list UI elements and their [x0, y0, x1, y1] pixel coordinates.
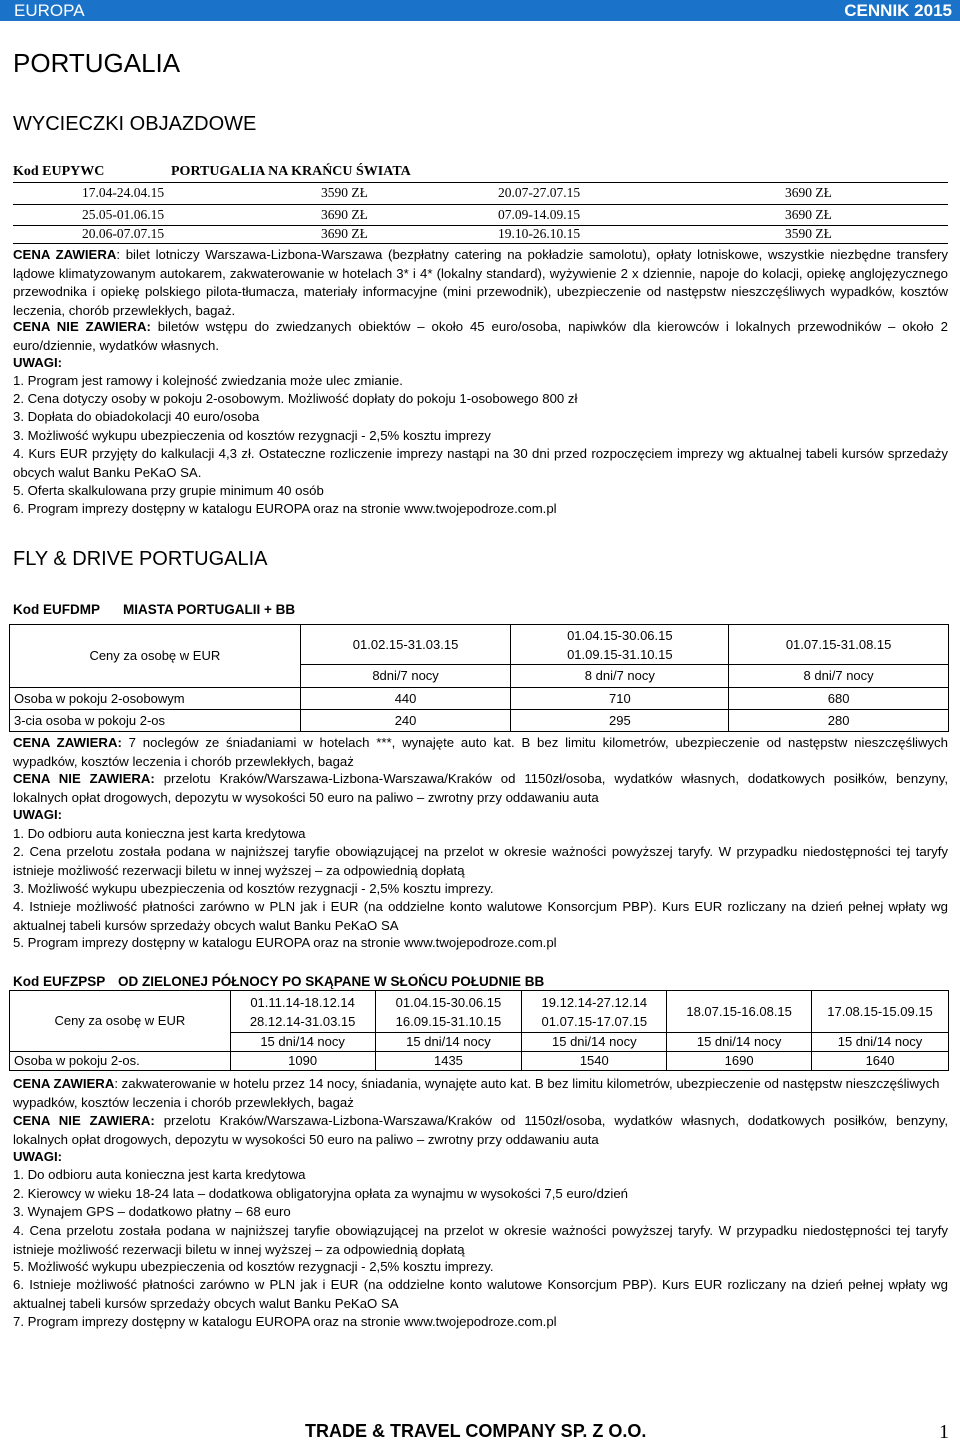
tour2-price: 240	[300, 710, 511, 732]
tour3-excludes-label: CENA NIE ZAWIERA:	[13, 1113, 155, 1128]
tour2-name: MIASTA PORTUGALII + BB	[123, 602, 296, 617]
tour3-includes-label: CENA ZAWIERA	[13, 1076, 115, 1091]
tour3-period: 17.08.15-15.09.15	[812, 991, 949, 1033]
tour1-date: 17.04-24.04.15	[82, 185, 165, 200]
tour1-note: 3. Możliwość wykupu ubezpieczenia od kosztów rezygnacji - 2,5% kosztu imprezy	[13, 428, 491, 443]
tour3-excludes	[13, 1112, 948, 1149]
tour2-duration: 8 dni/7 nocy	[511, 665, 729, 688]
tour1-includes-text: : bilet lotniczy Warszawa-Lizbona-Warszawa (bezpłatny catering na pokładzie samolotu), opłaty lotniskowe, wszystkie niezbędne transfery lądowe klimatyzowanym autokarem, zakwaterowanie w hotelach 3* i 4* (lokalny standard), wyżywienie 2 x dziennie, napoje do kolacji, opiekę anglojęzycznego przewodnika i opiekę polskiego pilota-tłumacza, materiały informacyjne (mini przewodnik), ubezpieczenie od następstw nieszczęśliwych wypadków, kosztów leczenia, chorób przewlekłych, bagaż.	[13, 247, 948, 318]
tour3-row-label: Osoba w pokoju 2-os.	[10, 1052, 231, 1071]
tour3-duration: 15 dni/14 nocy	[522, 1033, 667, 1052]
tour2-duration: 8dni/7 nocy	[300, 665, 511, 688]
tour2-period-line: 01.04.15-30.06.15	[567, 627, 673, 643]
tour2-price: 295	[511, 710, 729, 732]
tour1-date: 25.05-01.06.15	[82, 207, 165, 222]
tour2-note: 2. Cena przelotu została podana w najniższej taryfie obowiązującej na przelot w okresie ważności powyższej taryfy. W przypadku niedostępności tej taryfy istnieje możliwość rezerwacji biletu w innej wyższej – za odpowiednią dopłatą	[13, 844, 948, 878]
tour3-period-line: 19.12.14-27.12.14	[541, 994, 648, 1010]
tour2-includes-label: CENA ZAWIERA:	[13, 735, 122, 750]
tour3-period	[230, 991, 375, 1033]
tour1-price: 3590 ZŁ	[785, 226, 832, 241]
tour3-name: OD ZIELONEJ PÓŁNOCY PO SKĄPANE W SŁOŃCU POŁUDNIE BB	[118, 974, 545, 989]
tour3-notes-label: UWAGI:	[13, 1149, 63, 1164]
tour1-excludes	[13, 318, 948, 355]
tour2-period: 01.07.15-31.08.15	[729, 625, 949, 665]
tour1-date: 07.09-14.09.15	[498, 207, 581, 222]
tour1-header	[13, 164, 411, 180]
tour1-note: 5. Oferta skalkulowana przy grupie minimum 40 osób	[13, 483, 324, 498]
tour2-excludes	[13, 770, 948, 807]
tour3-excludes-text: przelotu Kraków/Warszawa-Lizbona-Warszawa/Kraków od 1150zł/osoba, wydatków własnych, dodatkowych posiłków, benzyny, lokalnych opłat drogowych, depozytu w wysokości 50 euro na paliwo – zwrotny przy oddawaniu auta	[13, 1113, 948, 1147]
section-title-fly-drive: FLY & DRIVE PORTUGALIA	[13, 548, 268, 570]
tour2-excludes-text: przelotu Kraków/Warszawa-Lizbona-Warszawa/Kraków od 1150zł/osoba, wydatków własnych, dodatkowych posiłków, benzyny, lokalnych opłat drogowych, depozytu w wysokości 50 euro na paliwo – zwrotny przy oddawaniu auta	[13, 771, 948, 805]
country-title: PORTUGALIA	[13, 48, 181, 78]
tour1-note: 2. Cena dotyczy osoby w pokoju 2-osobowym. Możliwość dopłaty do pokoju 1-osobowego 800 zł	[13, 391, 578, 406]
section-title-tours: WYCIECZKI OBJAZDOWE	[13, 113, 257, 135]
tour1-price: 3690 ZŁ	[785, 185, 832, 200]
tour3-period-line: 01.04.15-30.06.15	[395, 994, 502, 1010]
divider	[13, 182, 948, 183]
tour2-table-label: Ceny za osobę w EUR	[10, 625, 301, 688]
tour2-includes	[13, 734, 948, 771]
tour3-price: 1640	[812, 1052, 949, 1071]
tour3-note: 6. Istnieje możliwość płatności zarówno w PLN jak i EUR (na oddzielne konto walutowe Konsorcjum PBP). Kurs EUR rozliczany na dzień pełnej wpłaty wg aktualnej tabeli kursów sprzedaży obcych walut Banku PeKaO SA	[13, 1277, 948, 1311]
tour2-period	[511, 625, 729, 665]
tour1-excludes-text: biletów wstępu do zwiedzanych obiektów – około 45 euro/osoba, napiwków dla kierowców i lokalnych przewodników – około 2 euro/dziennie, wydatków własnych.	[13, 319, 948, 353]
tour3-note: 5. Możliwość wykupu ubezpieczenia od kosztów rezygnacji - 2,5% kosztu imprezy.	[13, 1259, 494, 1274]
tour3-note: 3. Wynajem GPS – dodatkowo płatny – 68 euro	[13, 1204, 291, 1219]
tour1-note: 1. Program jest ramowy i kolejność zwiedzania może ulec zmianie.	[13, 373, 403, 388]
tour2-price: 440	[300, 688, 511, 710]
tour2-code: Kod EUFDMP	[13, 602, 100, 617]
tour3-duration: 15 dni/14 nocy	[375, 1033, 522, 1052]
tour3-note: 4. Cena przelotu została podana w najniższej taryfie obowiązującej na przelot w okresie ważności powyższej taryfy. W przypadku niedostępności tej taryfy istnieje możliwość rezerwacji biletu w innej wyższej – za odpowiednią dopłatą	[13, 1223, 948, 1257]
tour3-includes-text: : zakwaterowanie w hotelu przez 14 nocy, śniadania, wynajęte auto kat. B bez limitu kilometrów, ubezpieczenie od następstw nieszczęśliwych wypadków, kosztów leczenia i chorób przewlekłych, bagaż	[13, 1076, 940, 1110]
tour1-price: 3690 ZŁ	[321, 226, 368, 241]
tour1-name: PORTUGALIA NA KRAŃCU ŚWIATA	[171, 164, 411, 179]
tour2-note: 5. Program imprezy dostępny w katalogu EUROPA oraz na stronie www.twojepodroze.com.pl	[13, 935, 557, 950]
tour2-row-label: Osoba w pokoju 2-osobowym	[10, 688, 301, 710]
tour2-price-table	[9, 624, 949, 732]
tour2-price: 710	[511, 688, 729, 710]
tour1-note: 4. Kurs EUR przyjęty do kalkulacji 4,3 zł. Ostateczne rozliczenie imprezy nastąpi na 30 dni przed rozpoczęciem imprezy wg aktualnej tabeli kursów sprzedaży obcych walut Banku PeKaO SA.	[13, 446, 948, 480]
tour2-notes-label: UWAGI:	[13, 807, 63, 822]
tour2-duration: 8 dni/7 nocy	[729, 665, 949, 688]
tour1-date: 20.07-27.07.15	[498, 185, 581, 200]
tour3-period: 18.07.15-16.08.15	[667, 991, 812, 1033]
page-number: 1	[939, 1421, 949, 1442]
tour2-price: 280	[729, 710, 949, 732]
divider	[13, 243, 948, 244]
tour2-period: 01.02.15-31.03.15	[300, 625, 511, 665]
tour3-table-label: Ceny za osobę w EUR	[10, 991, 231, 1052]
tour2-period-line: 01.09.15-31.10.15	[567, 646, 673, 662]
tour3-price: 1690	[667, 1052, 812, 1071]
tour3-period	[375, 991, 522, 1033]
tour3-period-line: 16.09.15-31.10.15	[395, 1013, 502, 1029]
tour1-date: 19.10-26.10.15	[498, 226, 581, 241]
tour2-row-label: 3-cia osoba w pokoju 2-os	[10, 710, 301, 732]
tour3-duration: 15 dni/14 nocy	[667, 1033, 812, 1052]
tour2-includes-text: 7 noclegów ze śniadaniami w hotelach ***, wynajęte auto kat. B bez limitu kilometrów, ubezpieczenie od następstw nieszczęśliwych wypadków, kosztów leczenia i chorób przewlekłych, bagaż	[13, 735, 948, 769]
tour1-note: 6. Program imprezy dostępny w katalogu EUROPA oraz na stronie www.twojepodroze.com.pl	[13, 501, 557, 516]
tour3-period-line: 28.12.14-31.03.15	[249, 1013, 356, 1029]
tour3-note: 2. Kierowcy w wieku 18-24 lata – dodatkowa obligatoryjna opłata za wynajmu w wysokości 7,5 euro/dzień	[13, 1186, 629, 1201]
tour1-note: 3. Dopłata do obiadokolacji 40 euro/osoba	[13, 409, 260, 424]
tour3-price: 1090	[230, 1052, 375, 1071]
tour2-note: 3. Możliwość wykupu ubezpieczenia od kosztów rezygnacji - 2,5% kosztu imprezy.	[13, 881, 494, 896]
footer-company: TRADE & TRAVEL COMPANY SP. Z O.O.	[305, 1421, 647, 1441]
tour1-notes-label: UWAGI:	[13, 355, 63, 370]
tour3-note: 1. Do odbioru auta konieczna jest karta kredytowa	[13, 1167, 306, 1182]
header-bar	[0, 0, 960, 21]
tour3-duration: 15 dni/14 nocy	[812, 1033, 949, 1052]
tour3-period	[522, 991, 667, 1033]
tour1-includes	[13, 246, 948, 320]
tour2-excludes-label: CENA NIE ZAWIERA:	[13, 771, 155, 786]
divider	[13, 204, 948, 205]
tour3-code: Kod EUFZPSP	[13, 974, 106, 989]
tour3-price-table	[9, 990, 949, 1071]
tour3-price: 1540	[522, 1052, 667, 1071]
tour3-period-line: 01.07.15-17.07.15	[541, 1013, 648, 1029]
tour3-duration: 15 dni/14 nocy	[230, 1033, 375, 1052]
tour1-price: 3690 ZŁ	[785, 207, 832, 222]
header-region: EUROPA	[14, 1, 85, 20]
header-pricelist-year: CENNIK 2015	[844, 1, 952, 20]
tour3-price: 1435	[375, 1052, 522, 1071]
tour2-note: 1. Do odbioru auta konieczna jest karta kredytowa	[13, 826, 306, 841]
tour3-note: 7. Program imprezy dostępny w katalogu EUROPA oraz na stronie www.twojepodroze.com.pl	[13, 1314, 557, 1329]
tour1-price: 3590 ZŁ	[321, 185, 368, 200]
tour2-note: 4. Istnieje możliwość płatności zarówno w PLN jak i EUR (na oddzielne konto walutowe Konsorcjum PBP). Kurs EUR rozliczany na dzień pełnej wpłaty wg aktualnej tabeli kursów sprzedaży obcych walut Banku PeKaO SA	[13, 899, 948, 933]
tour2-price: 680	[729, 688, 949, 710]
tour1-date: 20.06-07.07.15	[82, 226, 165, 241]
tour3-period-line: 01.11.14-18.12.14	[250, 994, 355, 1010]
tour1-price: 3690 ZŁ	[321, 207, 368, 222]
tour3-includes	[13, 1075, 948, 1112]
tour1-excludes-label: CENA NIE ZAWIERA:	[13, 319, 151, 334]
tour1-code: Kod EUPYWC	[13, 164, 105, 179]
tour1-includes-label: CENA ZAWIERA	[13, 247, 117, 262]
